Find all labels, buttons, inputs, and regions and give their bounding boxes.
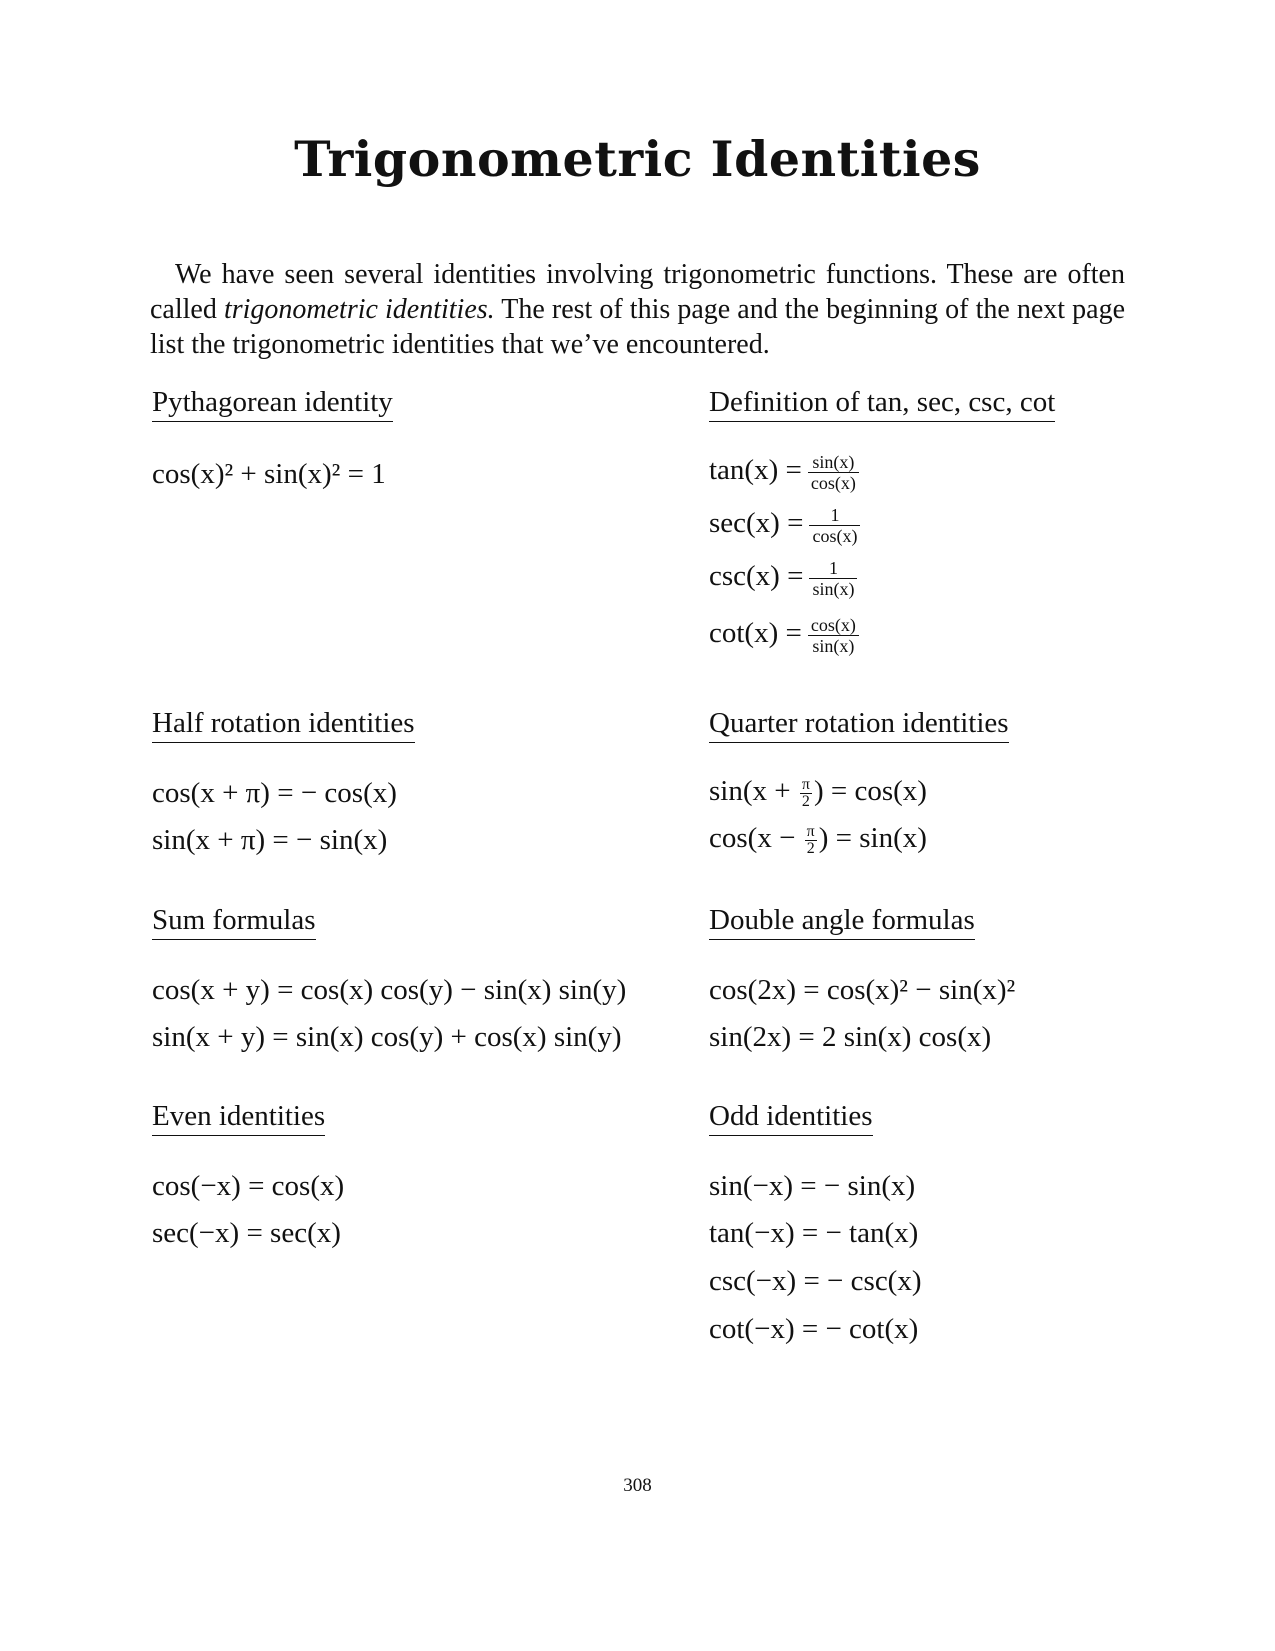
sum-formulas-section [152, 904, 627, 1053]
double-angle-section [709, 904, 1016, 1053]
tan-definition [709, 452, 859, 493]
quarter-eq1-post: ) = cos(x) [813, 775, 927, 807]
quarter-eq2-denominator: 2 [806, 839, 815, 857]
half-rotation-equation-2: sin(x + π) = − sin(x) [152, 824, 388, 856]
sum-formula-cos: cos(x + y) = cos(x) cos(y) − sin(x) sin(y) [152, 974, 627, 1006]
pythagorean-equation: cos(x)² + sin(x)² = 1 [152, 458, 386, 490]
csc-numerator: 1 [809, 558, 857, 579]
sec-fraction [809, 505, 860, 546]
tan-denominator: cos(x) [810, 473, 856, 493]
sec-definition [709, 505, 860, 546]
half-rotation-equation-1: cos(x + π) = − cos(x) [152, 777, 397, 809]
even-identities-heading: Even identities [152, 1100, 325, 1136]
tan-lhs: tan(x) = [709, 454, 802, 487]
odd-identity-tan: tan(−x) = − tan(x) [709, 1217, 919, 1249]
odd-identities-heading: Odd identities [709, 1100, 873, 1136]
quarter-eq2-fraction [805, 824, 817, 857]
double-angle-heading: Double angle formulas [709, 904, 975, 940]
quarter-rotation-section [709, 707, 1009, 857]
half-rotation-heading: Half rotation identities [152, 707, 415, 743]
csc-definition [709, 558, 857, 599]
cot-lhs: cot(x) = [709, 617, 802, 650]
definitions-heading: Definition of tan, sec, csc, cot [709, 386, 1055, 422]
sum-formulas-heading: Sum formulas [152, 904, 316, 940]
quarter-rotation-equation-2 [709, 822, 927, 857]
page-title: Trigonometric Identities [294, 130, 981, 188]
even-identity-cos: cos(−x) = cos(x) [152, 1170, 345, 1202]
half-rotation-section [152, 707, 415, 856]
csc-lhs: csc(x) = [709, 560, 804, 593]
page-number: 308 [623, 1475, 652, 1496]
intro-emphasis: trigonometric identities. [223, 294, 495, 325]
quarter-eq2-post: ) = sin(x) [818, 822, 927, 854]
even-identities-section [152, 1100, 345, 1249]
csc-fraction [809, 558, 857, 599]
csc-denominator: sin(x) [812, 579, 855, 599]
odd-identity-csc: csc(−x) = − csc(x) [709, 1265, 922, 1297]
quarter-rotation-heading: Quarter rotation identities [709, 707, 1009, 743]
intro-text-after: The rest of this page and the beginning of the next page list the trigonometric identities that we’ve encountered. [150, 294, 1126, 360]
sec-denominator: cos(x) [812, 526, 858, 546]
cot-denominator: sin(x) [812, 636, 855, 656]
quarter-eq2-numerator: π [806, 822, 815, 840]
sec-numerator: 1 [809, 505, 860, 526]
definitions-section [709, 386, 1056, 656]
quarter-eq1-pre: sin(x + [709, 775, 798, 807]
cot-fraction [808, 615, 859, 656]
odd-identities-section [709, 1100, 922, 1345]
double-angle-sin: sin(2x) = 2 sin(x) cos(x) [709, 1021, 992, 1053]
odd-identity-sin: sin(−x) = − sin(x) [709, 1170, 916, 1202]
quarter-eq1-numerator: π [801, 775, 810, 793]
even-identity-sec: sec(−x) = sec(x) [152, 1217, 341, 1249]
quarter-eq1-fraction [800, 777, 812, 810]
sec-lhs: sec(x) = [709, 507, 804, 540]
odd-identity-cot: cot(−x) = − cot(x) [709, 1313, 919, 1345]
quarter-eq1-denominator: 2 [801, 792, 810, 810]
pythagorean-section [152, 386, 393, 490]
tan-numerator: sin(x) [808, 452, 859, 473]
double-angle-cos: cos(2x) = cos(x)² − sin(x)² [709, 974, 1016, 1006]
intro-text-before: We have seen several identities involving trigonometric functions. These are often called [150, 259, 1125, 325]
pythagorean-heading: Pythagorean identity [152, 386, 393, 422]
cot-numerator: cos(x) [808, 615, 859, 636]
cot-definition [709, 615, 859, 656]
intro-paragraph [150, 257, 1125, 362]
tan-fraction [808, 452, 859, 493]
quarter-eq2-pre: cos(x − [709, 822, 803, 854]
quarter-rotation-equation-1 [709, 775, 927, 810]
sum-formula-sin: sin(x + y) = sin(x) cos(y) + cos(x) sin(y) [152, 1021, 622, 1053]
